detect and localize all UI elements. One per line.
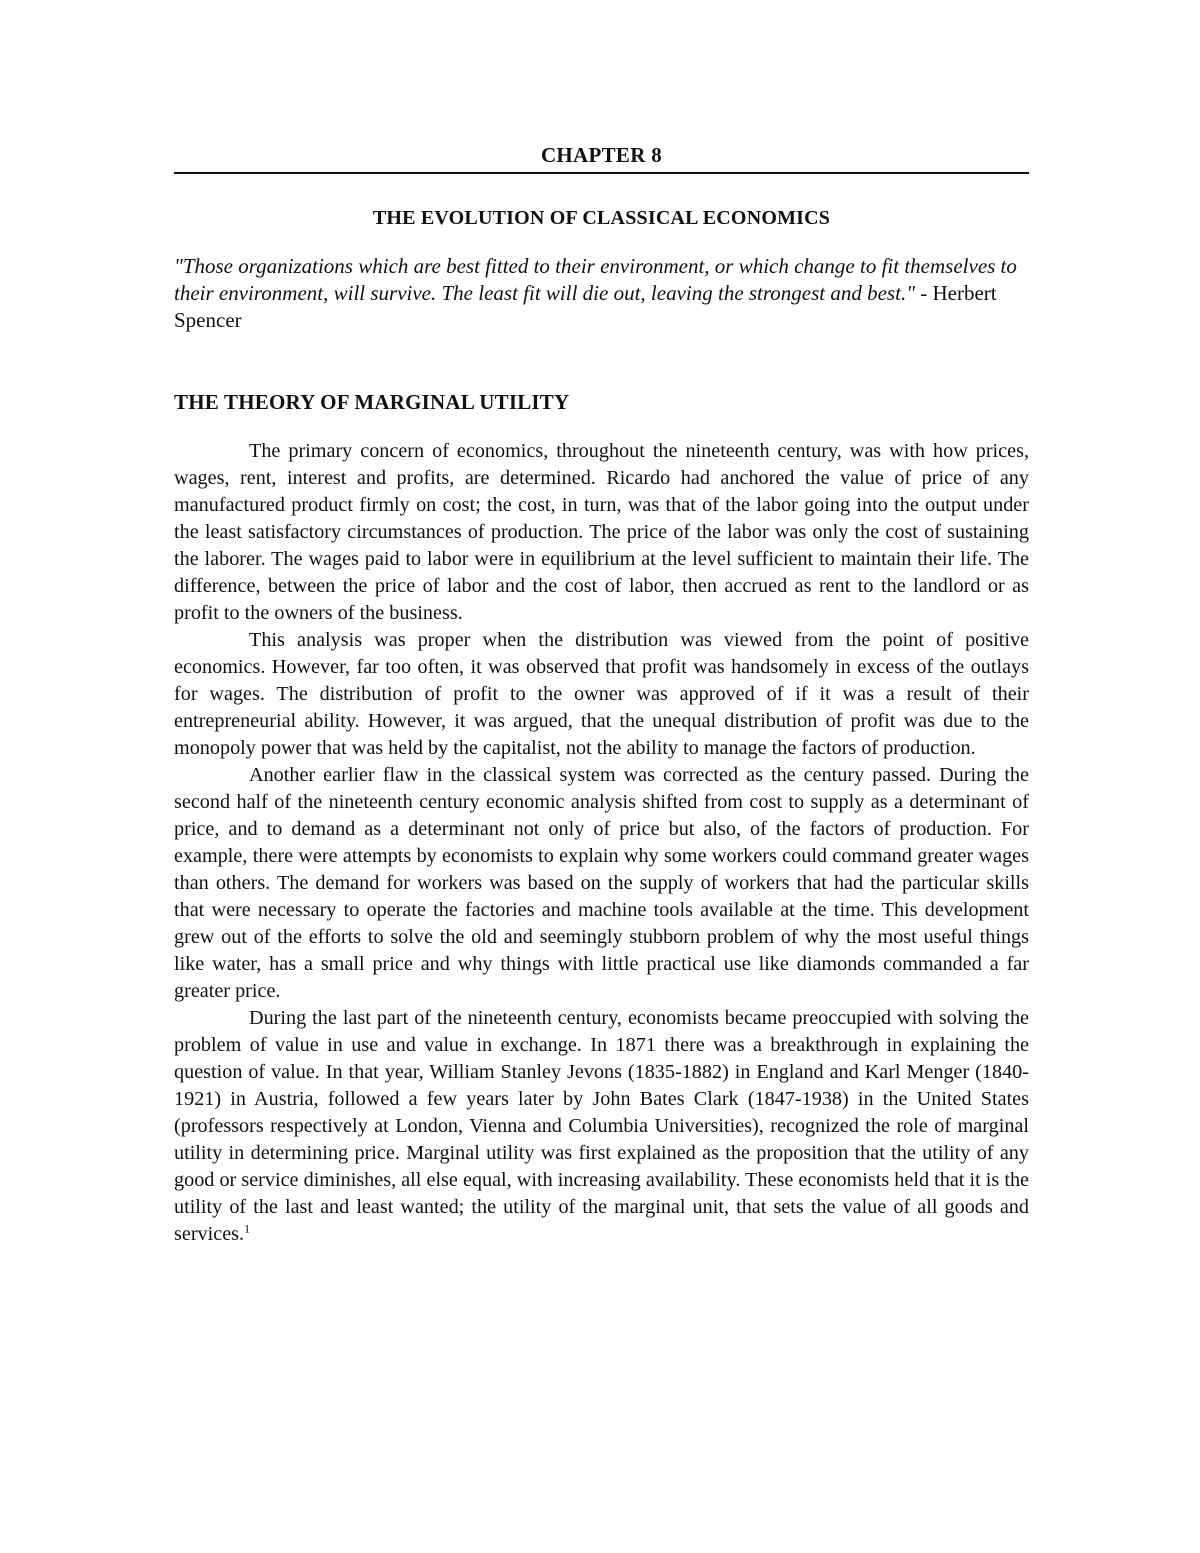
section-body <box>174 438 1029 1248</box>
chapter-title: THE EVOLUTION OF CLASSICAL ECONOMICS <box>372 207 831 229</box>
paragraph-2: This analysis was proper when the distribution was viewed from the point of positive economics. However, far too often, it was observed that profit was handsomely in excess of the outlays for wages. The distribution of profit to the owner was approved of if it was a result of their entrepreneurial ability. However, it was argued, that the unequal distribution of profit was due to the monopoly power that was held by the capitalist, not the ability to manage the factors of production. <box>174 629 1029 759</box>
paragraph-4 <box>174 1005 1029 1248</box>
paragraph-1: The primary concern of economics, throughout the nineteenth century, was with how prices, wages, rent, interest and profits, are determined. Ricardo had anchored the value of price of any manufactured product firmly on cost; the cost, in turn, was that of the labor going into the output under the least satisfactory circumstances of production. The price of the labor was only the cost of sustaining the laborer. The wages paid to labor were in equilibrium at the level sufficient to maintain their life. The difference, between the price of labor and the cost of labor, then accrued as rent to the landlord or as profit to the owners of the business. <box>174 440 1029 624</box>
section-heading: THE THEORY OF MARGINAL UTILITY <box>174 390 570 414</box>
epigraph-quote: "Those organizations which are best fitted to their environment, or which change to fit themselves to their environment, will survive. The least fit will die out, leaving the strongest and best." <box>174 254 1017 305</box>
footnote-reference[interactable]: 1 <box>244 1221 251 1236</box>
epigraph <box>174 253 1029 334</box>
paragraph-4-text: During the last part of the nineteenth century, economists became preoccupied with solving the problem of value in use and value in exchange. In 1871 there was a breakthrough in explaining the question of value. In that year, William Stanley Jevons (1835-1882) in England and Karl Menger (1840-1921) in Austria, followed a few years later by John Bates Clark (1847-1938) in the United States (professors respectively at London, Vienna and Columbia Universities), recognized the role of marginal utility in determining price. Marginal utility was first explained as the proposition that the utility of any good or service diminishes, all else equal, with increasing availability. These economists held that it is the utility of the last and least wanted; the utility of the marginal unit, that sets the value of all goods and services. <box>174 1007 1029 1245</box>
chapter-label: CHAPTER 8 <box>540 143 663 167</box>
epigraph-attribution: - Herbert Spencer <box>174 281 997 332</box>
paragraph-3: Another earlier flaw in the classical system was corrected as the century passed. During the second half of the nineteenth century economic analysis shifted from cost to supply as a determinant of price, and to demand as a determinant not only of price but also, of the factors of production. For example, there were attempts by economists to explain why some workers could command greater wages than others. The demand for workers was based on the supply of workers that had the particular skills that were necessary to operate the factories and machine tools available at the time. This development grew out of the efforts to solve the old and seemingly stubborn problem of why the most useful things like water, has a small price and why things with little practical use like diamonds commanded a far greater price. <box>174 764 1029 1002</box>
document-page <box>174 140 1029 1248</box>
chapter-rule <box>174 172 1029 174</box>
